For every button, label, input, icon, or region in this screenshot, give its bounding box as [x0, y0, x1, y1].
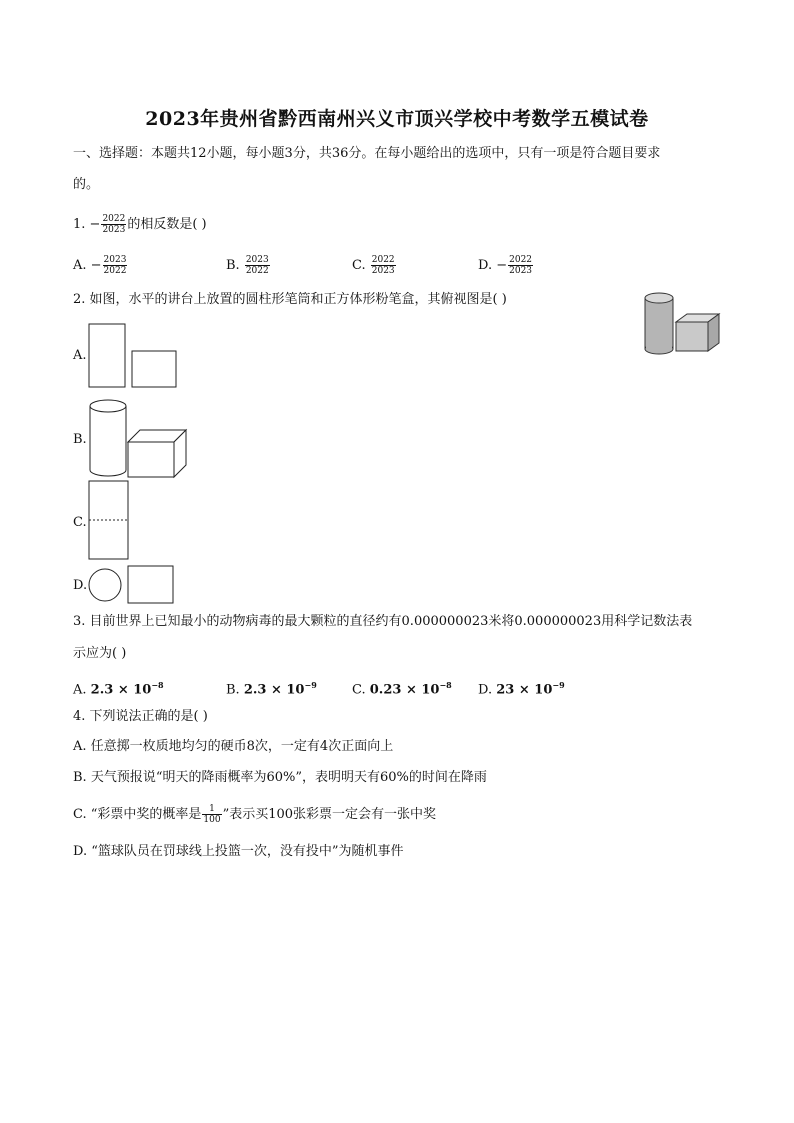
q2-option-d-figure — [88, 564, 178, 606]
option-exponent: −8 — [151, 680, 164, 690]
section-instruction-line1: 一、选择题：本题共12小题，每小题3分，共36分。在每小题给出的选项中，只有一项是符合题目要求 — [73, 146, 661, 161]
option-label: D. − — [478, 258, 508, 273]
option-c-suffix: ”表示买100张彩票一定会有一张中奖 — [222, 807, 437, 822]
denominator: 2022 — [103, 266, 127, 276]
q2-option-c-figure — [88, 480, 132, 562]
numerator: 2022 — [509, 255, 533, 265]
option-base: 2.3 × 10 — [90, 682, 152, 698]
q4-option-c[interactable] — [73, 804, 436, 825]
option-c-fraction — [202, 804, 221, 825]
numerator: 2022 — [371, 255, 395, 265]
q2-option-b-label[interactable]: B. — [73, 432, 87, 447]
option-fraction — [103, 255, 128, 276]
question-4-stem: 4. 下列说法正确的是( ) — [73, 709, 208, 724]
q1-suffix: 的相反数是( ) — [127, 217, 207, 232]
q1-prefix: 1. − — [73, 217, 101, 232]
option-exponent: −9 — [304, 680, 317, 690]
q2-option-b-figure — [88, 398, 190, 480]
q1-denominator: 2023 — [102, 225, 126, 235]
q1-fraction — [101, 214, 126, 235]
denominator: 2022 — [245, 266, 269, 276]
numerator: 2023 — [245, 255, 269, 265]
option-base: 0.23 × 10 — [369, 682, 440, 698]
option-label: C. — [352, 258, 370, 273]
q1-option-b[interactable] — [226, 255, 271, 276]
option-exponent: −8 — [439, 680, 452, 690]
option-c-prefix: C. “彩票中奖的概率是 — [73, 807, 202, 822]
q2-option-d-label[interactable]: D. — [73, 578, 88, 593]
option-fraction — [371, 255, 396, 276]
question-2-stem: 2. 如图，水平的讲台上放置的圆柱形笔筒和正方体形粉笔盒，其俯视图是( ) — [73, 292, 507, 307]
question-3-stem-line2: 示应为( ) — [73, 646, 127, 661]
denominator: 2023 — [371, 266, 395, 276]
q3-option-c[interactable] — [352, 676, 452, 699]
q1-option-a[interactable] — [73, 255, 128, 276]
option-fraction — [245, 255, 270, 276]
q1-option-c[interactable] — [352, 255, 397, 276]
denominator: 2023 — [509, 266, 533, 276]
question-1-stem — [73, 214, 207, 235]
q2-option-c-label[interactable]: C. — [73, 515, 87, 530]
option-label: A. — [73, 682, 87, 698]
exam-title: 2023年贵州省黔西南州兴义市顶兴学校中考数学五模试卷 — [145, 108, 649, 130]
option-base: 2.3 × 10 — [243, 682, 305, 698]
numerator: 1 — [202, 804, 221, 815]
option-label: C. — [352, 682, 366, 698]
question-3-stem-line1: 3. 目前世界上已知最小的动物病毒的最大颗粒的直径约有0.000000023米将0.000000023用科学记数法表 — [73, 614, 693, 629]
option-fraction — [508, 255, 533, 276]
q4-option-b[interactable]: B. 天气预报说“明天的降雨概率为60%”，表明明天有60%的时间在降雨 — [73, 770, 487, 785]
q3-option-d[interactable] — [478, 676, 565, 699]
option-label: B. — [226, 682, 240, 698]
q1-numerator: 2022 — [102, 214, 126, 224]
option-label: B. — [226, 258, 244, 273]
denominator: 100 — [203, 815, 221, 825]
section-instruction-line2: 的。 — [73, 177, 100, 192]
option-label: D. — [478, 682, 493, 698]
q1-option-d[interactable] — [478, 255, 534, 276]
q3-option-b[interactable] — [226, 676, 317, 699]
option-base: 23 × 10 — [496, 682, 553, 698]
q2-option-a-label[interactable]: A. — [73, 348, 87, 363]
option-label: A. − — [73, 258, 102, 273]
cylinder-and-cube-figure — [640, 290, 725, 356]
q4-option-a[interactable]: A. 任意掷一枚质地均匀的硬币8次，一定有4次正面向上 — [73, 739, 394, 754]
q3-option-a[interactable] — [73, 676, 164, 699]
numerator: 2023 — [103, 255, 127, 265]
option-exponent: −9 — [552, 680, 565, 690]
q4-option-d[interactable]: D. “篮球队员在罚球线上投篮一次，没有投中”为随机事件 — [73, 844, 404, 859]
q2-option-a-figure — [88, 323, 180, 389]
